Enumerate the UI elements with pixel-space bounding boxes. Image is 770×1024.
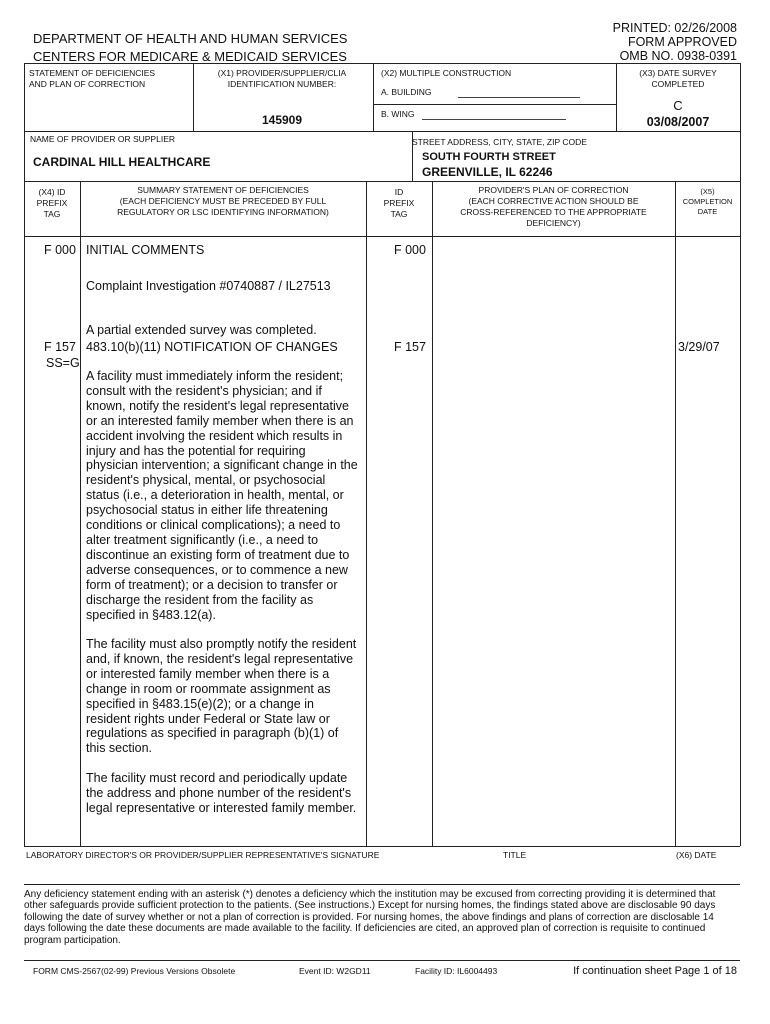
plan-header: PROVIDER'S PLAN OF CORRECTION (EACH CORRECTIVE ACTION SHOULD BE CROSS-REFERENCED TO THE APPROPRIATE DEFICIENCY) — [460, 185, 647, 228]
paragraph-line: A facility must immediately inform the resident; — [86, 369, 344, 383]
building-label: A. BUILDING — [381, 87, 432, 97]
provider-name-label: NAME OF PROVIDER OR SUPPLIER — [30, 134, 175, 144]
survey-completed-date: 03/08/2007 — [646, 115, 710, 129]
paragraph-line: form of treatment); or a decision to transfer or — [86, 577, 338, 592]
f157-tag: F 157 — [44, 340, 76, 354]
x5-header: (X5) COMPLETION DATE — [682, 187, 733, 216]
f000-title: INITIAL COMMENTS — [86, 243, 205, 257]
paragraph-line: physician intervention; a significant change in the — [86, 458, 358, 473]
disclaimer-line: following the date of survey whether or not a plan of correction is provided. For nursing homes, the above findings and plans of correction are disclosable 14 — [24, 911, 714, 923]
regulation-paragraph-2 — [86, 637, 366, 756]
paragraph-line: change in room or roommate assignment as — [86, 681, 331, 696]
wing-field[interactable] — [422, 119, 566, 120]
printed-date: PRINTED: 02/26/2008 — [612, 21, 737, 35]
disclaimer — [24, 889, 740, 946]
x2-label: (X2) MULTIPLE CONSTRUCTION — [381, 68, 512, 78]
paragraph-line: or an interested family member when there is an — [86, 413, 354, 428]
paragraph-line: The facility must record and periodically update — [86, 771, 348, 785]
x3-label: (X3) DATE SURVEY COMPLETED — [639, 68, 717, 89]
city-state-zip: GREENVILLE, IL 62246 — [422, 165, 553, 179]
id-prefix-header: ID PREFIX TAG — [383, 187, 415, 219]
x4-header: (X4) ID PREFIX TAG — [36, 187, 68, 219]
paragraph-line: consult with the resident's physician; and if — [86, 383, 322, 398]
statement-label: STATEMENT OF DEFICIENCIES AND PLAN OF CORRECTION — [29, 68, 156, 89]
paragraph-line: and, if known, the resident's legal representative — [86, 651, 354, 666]
summary-header: SUMMARY STATEMENT OF DEFICIENCIES (EACH DEFICIENCY MUST BE PRECEDED BY FULL REGULATORY OR LSC IDENTIFYING INFORMATION) — [117, 185, 329, 217]
paragraph-line: the address and phone number of the resident's — [86, 785, 352, 800]
wing-label: B. WING — [381, 109, 415, 119]
partial-survey-text: A partial extended survey was completed. — [86, 323, 317, 337]
disclaimer-line: Any deficiency statement ending with an asterisk (*) denotes a deficiency which the institution may be excused from correcting providing it is determined that — [24, 889, 716, 900]
survey-code: C — [673, 98, 683, 113]
regulation-paragraph-1 — [86, 369, 366, 622]
f000-tag-right: F 000 — [394, 243, 426, 257]
complaint-investigation: Complaint Investigation #0740887 / IL27513 — [86, 279, 331, 293]
f157-scope-severity: SS=G — [46, 356, 80, 370]
paragraph-line: specified in §483.15(e)(2); or a change in — [86, 696, 314, 711]
disclaimer-line: other safeguards provide sufficient protection to the patients. (See instructions.) Except for nursing homes, the findings stated above are disclosable 90 days — [24, 900, 716, 912]
paragraph-line: discontinue an existing form of treatment due to — [86, 547, 350, 562]
paragraph-line: psychosocial status in either life threatening — [86, 503, 328, 518]
building-field[interactable] — [458, 97, 580, 98]
f157-tag-right: F 157 — [394, 340, 426, 354]
regulation-paragraph-3 — [86, 771, 371, 816]
disclaimer-line: program participation. — [24, 934, 121, 946]
paragraph-line: conditions or clinical complications); a need to — [86, 518, 341, 533]
paragraph-line: adverse consequences, or to commence a new — [86, 562, 348, 577]
disclaimer-line: days following the date these documents are made available to the facility. If deficiencies are cited, an approved plan of correction is requisite to continued — [24, 923, 706, 935]
f157-completion-date: 3/29/07 — [678, 340, 720, 354]
paragraph-line: regulations as specified in paragraph (b)(1) of — [86, 726, 339, 741]
title-label: TITLE — [503, 850, 527, 860]
signature-label: LABORATORY DIRECTOR'S OR PROVIDER/SUPPLIER REPRESENTATIVE'S SIGNATURE — [26, 850, 380, 860]
provider-id-number: 145909 — [261, 113, 303, 127]
paragraph-line: resident's physical, mental, or psychosocial — [86, 473, 326, 488]
paragraph-line: status (i.e., a deterioration in health, mental, or — [86, 488, 344, 503]
page-number: If continuation sheet Page 1 of 18 — [573, 965, 737, 977]
centers-title: CENTERS FOR MEDICARE & MEDICAID SERVICES — [33, 49, 347, 64]
provider-name: CARDINAL HILL HEALTHCARE — [33, 155, 211, 169]
street-address: SOUTH FOURTH STREET — [422, 151, 556, 163]
form-approved: FORM APPROVED — [627, 35, 737, 49]
paragraph-line: injury and has the potential for requiring — [86, 443, 306, 458]
paragraph-line: resident rights under Federal or State law or — [86, 711, 330, 726]
paragraph-line: known, notify the resident's legal representative — [86, 398, 349, 413]
omb-number: OMB NO. 0938-0391 — [619, 49, 737, 63]
facility-id: Facility ID: IL6004493 — [415, 966, 498, 976]
f000-tag: F 000 — [44, 243, 76, 257]
paragraph-line: this section. — [86, 741, 153, 756]
event-id: Event ID: W2GD11 — [299, 966, 371, 976]
paragraph-line: The facility must also promptly notify the resident — [86, 637, 357, 651]
x1-label: (X1) PROVIDER/SUPPLIER/CLIA IDENTIFICATION NUMBER: — [217, 68, 347, 89]
paragraph-line: alter treatment significantly (i.e., a need to — [86, 532, 319, 547]
paragraph-line: or interested family member when there is a — [86, 666, 330, 681]
paragraph-line: accident involving the resident which results in — [86, 428, 343, 443]
department-title: DEPARTMENT OF HEALTH AND HUMAN SERVICES — [33, 31, 348, 46]
f157-title: 483.10(b)(11) NOTIFICATION OF CHANGES — [86, 340, 338, 354]
form-number: FORM CMS-2567(02-99) Previous Versions Obsolete — [33, 966, 236, 976]
x6-date-label: (X6) DATE — [676, 850, 717, 860]
paragraph-line: specified in §483.12(a). — [86, 607, 216, 622]
paragraph-line: legal representative or interested family member. — [86, 800, 357, 815]
paragraph-line: discharge the resident from the facility as — [86, 592, 314, 607]
address-label: STREET ADDRESS, CITY, STATE, ZIP CODE — [412, 137, 587, 147]
